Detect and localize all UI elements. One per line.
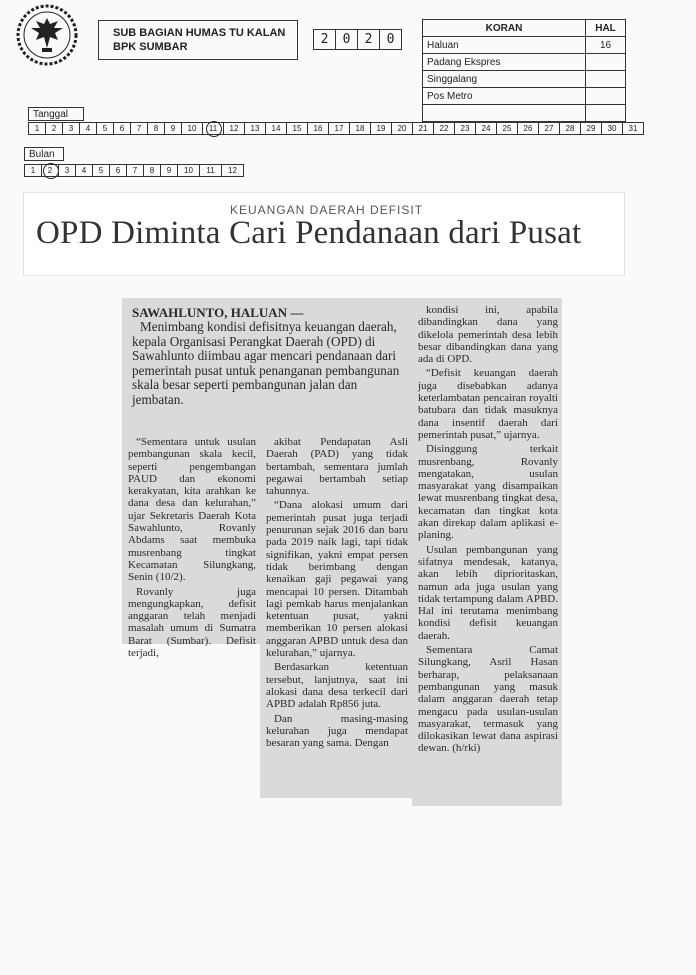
tanggal-cell: 2 (45, 122, 63, 135)
table-row (423, 71, 626, 88)
bulan-cell: 5 (92, 164, 110, 177)
year-digit: 0 (335, 29, 358, 50)
article-paragraph: Berdasarkan ketentuan tersebut, lanjutnya, saat ini alokasi dana desa terkecil dari APBD adalah Rp856 juta. (266, 661, 408, 711)
year-digit: 0 (379, 29, 402, 50)
tanggal-cell: 7 (130, 122, 148, 135)
tanggal-cell: 1 (28, 122, 46, 135)
tanggal-cell: 14 (265, 122, 287, 135)
bulan-cell: 2 (41, 164, 59, 177)
tanggal-cell: 27 (538, 122, 560, 135)
table-row (423, 37, 626, 54)
koran-hal: 16 (586, 37, 626, 54)
tanggal-cell: 29 (580, 122, 602, 135)
article-paragraph: “Defisit keuangan daerah juga disebabkan adanya keterlambatan pencairan royalti batubara dan tidak masuknya dana insentif daerah dari pemerintah pusat,” ujarnya. (418, 367, 558, 441)
table-row (423, 88, 626, 105)
bulan-cell: 9 (160, 164, 178, 177)
tanggal-cell: 22 (433, 122, 455, 135)
bulan-cell: 12 (221, 164, 244, 177)
tanggal-cell: 4 (79, 122, 97, 135)
koran-hal (586, 105, 626, 122)
article-column-1 (122, 428, 260, 660)
tanggal-cell: 17 (328, 122, 350, 135)
year-digit: 2 (313, 29, 336, 50)
article-kicker: KEUANGAN DAERAH DEFISIT (230, 203, 424, 217)
article-paragraph: “Dana alokasi umum dari pemerintah pusat juga terjadi penurunan sejak 2016 dan baru pada 2019 naik lagi, tapi tidak signifikan, yakni empat persen tidak berimbang dengan kenaikan gaji pegawai yang mencapai 10 persen. Ditambah lagi pemkab harus menjalankan ketentuan pusat, yakni memberikan 10 persen alokasi anggaran APBD untuk desa dan kelurahan,” ujarnya. (266, 499, 408, 660)
article-paragraph: akibat Pendapatan Asli Daerah (PAD) yang tidak bertambah, sementara jumlah pegawai bertambah setiap tahunnya. (266, 436, 408, 498)
koran-name: Pos Metro (423, 88, 586, 105)
tanggal-cell: 6 (113, 122, 131, 135)
tanggal-cell: 5 (96, 122, 114, 135)
article-paragraph: “Sementara untuk usulan pembangunan skala kecil, seperti pengembangan PAUD dan ekonomi kerakyatan, kita arahkan ke dana desa dan kelurahan,” ujar Sekretaris Daerah Kota Sawahlunto, Rovanly Abdams saat membuka musrenbang tingkat Kecamatan Silungkang, Senin (10/2). (128, 436, 256, 584)
bulan-cell: 4 (75, 164, 93, 177)
article-paragraph: Rovanly juga mengungkapkan, defisit anggaran telah menjadi masalah umum di Sumatra Barat (Sumbar). Defisit terjadi, (128, 585, 256, 660)
tanggal-label: Tanggal (28, 107, 84, 121)
koran-hal (586, 71, 626, 88)
article-column-2 (260, 428, 412, 798)
tanggal-cell: 30 (601, 122, 623, 135)
tanggal-cell: 13 (244, 122, 266, 135)
koran-hal (586, 88, 626, 105)
article-headline: OPD Diminta Cari Pendanaan dari Pusat (36, 215, 582, 251)
tanggal-cell: 9 (164, 122, 182, 135)
bulan-cell: 8 (143, 164, 161, 177)
year-digit: 2 (357, 29, 380, 50)
tanggal-cell: 11 (202, 122, 224, 135)
tanggal-cell: 10 (181, 122, 203, 135)
tanggal-cell: 19 (370, 122, 392, 135)
tanggal-cell: 3 (62, 122, 80, 135)
article-paragraph: kondisi ini, apabila dibandingkan dana yang dikelola pemerintah desa lebih besar dibandingkan dana yang ada di OPD. (418, 304, 558, 366)
tanggal-cell: 26 (517, 122, 539, 135)
article-paragraph: Usulan pembangunan yang sifatnya mendesak, katanya, akan lebih diprioritaskan, namun ada juga usulan yang tidak tertampung dalam APBD. Hal ini terutama menimbang kondisi defisit keuangan daerah. (418, 543, 558, 642)
bulan-label: Bulan (24, 147, 64, 161)
tanggal-cell: 24 (475, 122, 497, 135)
koran-name: Padang Ekspres (423, 54, 586, 71)
tanggal-cell: 20 (391, 122, 413, 135)
tanggal-cell: 15 (286, 122, 308, 135)
tanggal-cell: 18 (349, 122, 371, 135)
koran-header: KORAN (423, 20, 586, 37)
tanggal-cell: 25 (496, 122, 518, 135)
table-row (423, 54, 626, 71)
bulan-cell: 1 (24, 164, 42, 177)
tanggal-cell: 31 (622, 122, 644, 135)
article-column-3 (412, 298, 562, 806)
hal-header: HAL (586, 20, 626, 37)
article-lead: Menimbang kondisi defisitnya keuangan daerah, kepala Organisasi Perangkat Daerah (OPD) di Sawahlunto diimbau agar mencari pendanaan dari pemerintah pusat untuk penanganan pembangunan skala besar seperti pembangunan jalan dan jembatan. (132, 319, 400, 407)
org-header (98, 20, 298, 60)
koran-table (422, 19, 626, 122)
bulan-strip (25, 164, 244, 177)
article-paragraph: Dan masing-masing kelurahan juga mendapat besaran yang sama. Dengan (266, 712, 408, 750)
tanggal-cell: 21 (412, 122, 434, 135)
article-lead-block (122, 298, 412, 440)
bulan-cell: 3 (58, 164, 76, 177)
bulan-cell: 6 (109, 164, 127, 177)
article-dateline: SAWAHLUNTO, HALUAN — (132, 305, 304, 320)
garuda-emblem-icon (14, 4, 80, 66)
org-line-1: SUB BAGIAN HUMAS TU KALAN (113, 27, 286, 39)
year-boxes (314, 29, 402, 50)
tanggal-cell: 12 (223, 122, 245, 135)
tanggal-cell: 16 (307, 122, 329, 135)
tanggal-cell: 28 (559, 122, 581, 135)
bulan-cell: 10 (177, 164, 200, 177)
article-paragraph: Sementara Camat Silungkang, Asril Hasan berharap, pelaksanaan pembangunan yang masuk dalam anggaran daerah tetap mengacu pada usulan-usulan masyarakat, termasuk yang dilokasikan lewat dana aspirasi dewan. (h/rki) (418, 644, 558, 755)
koran-name: Singgalang (423, 71, 586, 88)
koran-name: Haluan (423, 37, 586, 54)
koran-name (423, 105, 586, 122)
bulan-cell: 7 (126, 164, 144, 177)
koran-hal (586, 54, 626, 71)
table-row (423, 105, 626, 122)
tanggal-strip (29, 122, 644, 135)
headline-card (24, 193, 624, 275)
tanggal-cell: 23 (454, 122, 476, 135)
article-paragraph: Disinggung terkait musrenbang, Rovanly mengatakan, usulan masyarakat yang disampaikan lewat musrenbang tingkat desa, kecamatan dan tingkat kota akan direkap dalam aplikasi e-planing. (418, 443, 558, 542)
org-line-2: BPK SUMBAR (113, 41, 188, 53)
tanggal-cell: 8 (147, 122, 165, 135)
bulan-cell: 11 (199, 164, 222, 177)
